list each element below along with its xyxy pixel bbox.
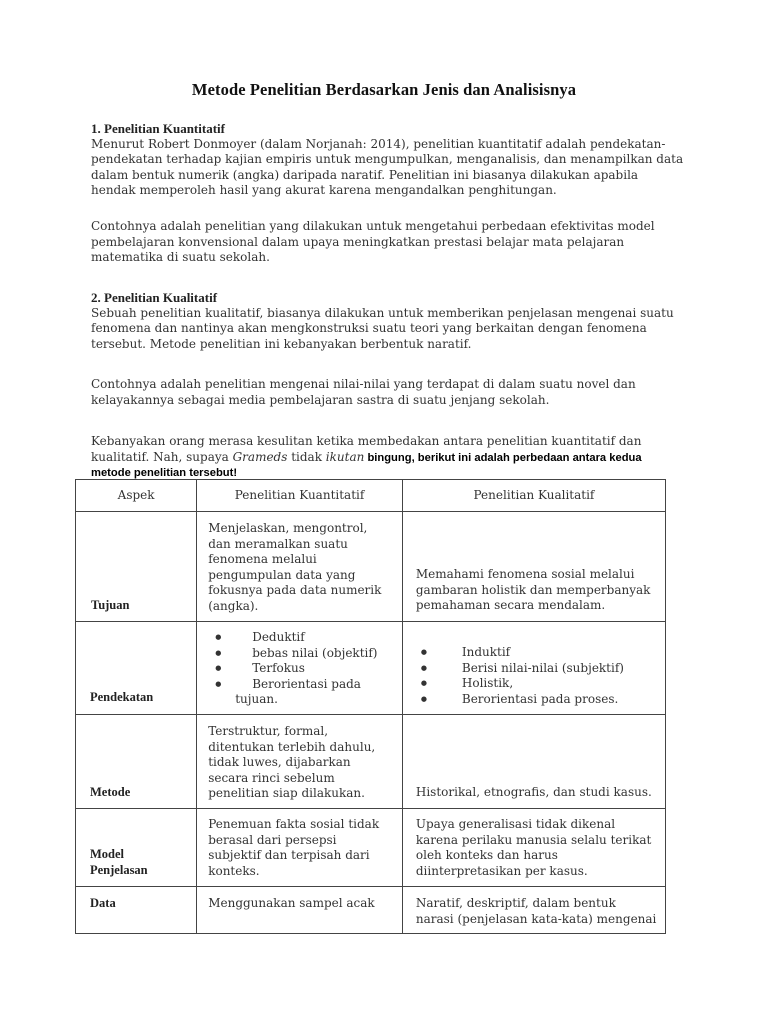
text-line: oleh konteks dan harus [415, 848, 558, 862]
table-row [76, 622, 666, 715]
list-item: ● Induktif [403, 645, 665, 661]
kuantitatif-cell [197, 715, 403, 809]
page-title: Metode Penelitian Berdasarkan Jenis dan Analisisnya [191, 80, 577, 99]
row-label-line: Model [90, 847, 125, 861]
list-item: ● bebas nilai (objektif) [197, 646, 402, 662]
paragraph [91, 219, 681, 266]
bullet-list [403, 645, 665, 707]
text-line: Menjelaskan, mengontrol, [208, 521, 368, 535]
kualitatif-cell [402, 809, 665, 887]
text-line: Contohnya adalah penelitian yang dilakukan untuk mengetahui perbedaan efektivitas model [91, 219, 655, 233]
text-line: pembelajaran konvensional dalam upaya meningkatkan prestasi belajar mata pelajaran [91, 234, 625, 249]
text-line: pendekatan terhadap kajian empiris untuk mengumpulkan, menganalisis, dan menampilkan data [91, 152, 684, 166]
row-label: Tujuan [91, 598, 130, 612]
text-line: Menggunakan sampel acak [208, 896, 375, 910]
row-label: Pendekatan [90, 690, 154, 704]
italic-text: Grameds [232, 449, 288, 464]
text-line: tidak luwes, dijabarkan [208, 755, 351, 769]
text-line: secara rinci sebelum [208, 770, 335, 785]
table-row [76, 512, 666, 622]
text-line: fenomena melalui [208, 552, 317, 566]
list-item: ● Holistik, [403, 676, 665, 692]
row-label: Data [90, 896, 116, 910]
paragraph [91, 306, 681, 353]
paragraph [91, 136, 684, 199]
text-line: Kebanyakan orang merasa kesulitan ketika membedakan antara penelitian kuantitatif dan [91, 434, 642, 448]
table-header-row [76, 480, 666, 512]
text-line: matematika di suatu sekolah. [91, 250, 270, 264]
text-line: hendak memperoleh hasil yang akurat karena mengandalkan penghitungan. [91, 183, 557, 197]
text-line: pemahaman secara mendalam. [415, 598, 606, 612]
text-line: Naratif, deskriptif, dalam bentuk [415, 896, 616, 910]
row-label: Metode [90, 785, 131, 799]
text-line: Terstruktur, formal, [208, 724, 329, 738]
text-line: tersebut. Metode penelitian ini kebanyakan berbentuk naratif. [91, 336, 472, 351]
table-row [76, 809, 666, 887]
header-kuantitatif: Penelitian Kuantitatif [197, 480, 403, 512]
list-continuation: tujuan. [235, 692, 278, 706]
comparison-table [75, 479, 666, 934]
kuantitatif-cell [197, 887, 403, 934]
bullet-list [197, 630, 402, 692]
text-line: fokusnya pada data numerik [208, 583, 382, 597]
text-run: tidak [287, 449, 326, 464]
list-item: ● Deduktif [197, 630, 402, 646]
text-line: konteks. [208, 863, 260, 878]
row-label-cell [76, 809, 197, 887]
text-line: ditentukan terlebih dahulu, [208, 739, 376, 754]
list-item: ● Berisi nilai-nilai (subjektif) [403, 661, 665, 677]
row-label-cell [76, 715, 197, 809]
text-line: kelayakannya sebagai media pembelajaran sastra di suatu jenjang sekolah. [91, 392, 550, 407]
section-heading: 1. Penelitian Kuantitatif [91, 121, 225, 136]
kuantitatif-cell [197, 809, 403, 887]
text-line: berasal dari persepsi [208, 832, 337, 847]
text-line: fenomena dan nantinya akan mengkonstruksi suatu teori yang berkaitan dengan fenomena [91, 321, 647, 335]
text-line: Historikal, etnografis, dan studi kasus. [415, 785, 652, 799]
list-item: ● Berorientasi pada [197, 677, 402, 693]
row-label-cell [76, 512, 197, 622]
text-line: penelitian siap dilakukan. [208, 786, 365, 800]
text-line: gambaran holistik dan memperbanyak [415, 582, 651, 597]
kualitatif-cell [402, 715, 665, 809]
row-label-line: Penjelasan [90, 862, 148, 877]
text-line [91, 450, 681, 467]
section-heading: 2. Penelitian Kualitatif [91, 290, 218, 305]
kualitatif-cell [402, 887, 665, 934]
section-kualitatif [91, 290, 681, 352]
text-run: kualitatif. Nah, supaya [91, 449, 233, 464]
text-line: karena perilaku manusia selalu terikat [415, 832, 652, 847]
text-line: Contohnya adalah penelitian mengenai nilai-nilai yang terdapat di dalam suatu novel dan [91, 377, 636, 391]
paragraph [91, 377, 681, 408]
header-kualitatif: Penelitian Kualitatif [402, 480, 665, 512]
list-item: ● Terfokus [197, 661, 402, 677]
kuantitatif-cell [197, 622, 403, 715]
text-line: (angka). [208, 598, 259, 613]
text-line: Penemuan fakta sosial tidak [208, 817, 380, 831]
text-line: narasi (penjelasan kata-kata) mengenai [415, 911, 657, 926]
table-row [76, 887, 666, 934]
text-line: diinterpretasikan per kasus. [415, 863, 588, 878]
italic-text: ikutan [325, 449, 365, 464]
intro-paragraph [91, 434, 681, 482]
bold-text-line: metode penelitian tersebut! [91, 467, 238, 479]
section-kuantitatif [91, 121, 684, 199]
kualitatif-cell [402, 622, 665, 715]
list-item: ● Berorientasi pada proses. [403, 692, 665, 708]
row-label [90, 847, 196, 878]
kualitatif-cell [402, 512, 665, 622]
bold-text: bingung, berikut ini adalah perbedaan antara kedua [364, 451, 642, 464]
row-label-cell [76, 622, 197, 715]
text-line: Menurut Robert Donmoyer (dalam Norjanah: 2014), penelitian kuantitatif adalah pendekatan- [91, 136, 666, 151]
table-row [76, 715, 666, 809]
text-line: Upaya generalisasi tidak dikenal [415, 817, 616, 831]
text-line: Memahami fenomena sosial melalui [415, 567, 635, 581]
header-aspek: Aspek [76, 480, 197, 512]
text-line: dan meramalkan suatu [208, 536, 348, 551]
kuantitatif-cell [197, 512, 403, 622]
text-line: subjektif dan terpisah dari [208, 848, 370, 862]
text-line: dalam bentuk numerik (angka) daripada naratif. Penelitian ini biasanya dilakukan apabila [91, 167, 639, 182]
text-line: pengumpulan data yang [208, 567, 356, 582]
text-line: Sebuah penelitian kualitatif, biasanya dilakukan untuk memberikan penjelasan mengenai suatu [91, 305, 674, 320]
row-label-cell [76, 887, 197, 934]
